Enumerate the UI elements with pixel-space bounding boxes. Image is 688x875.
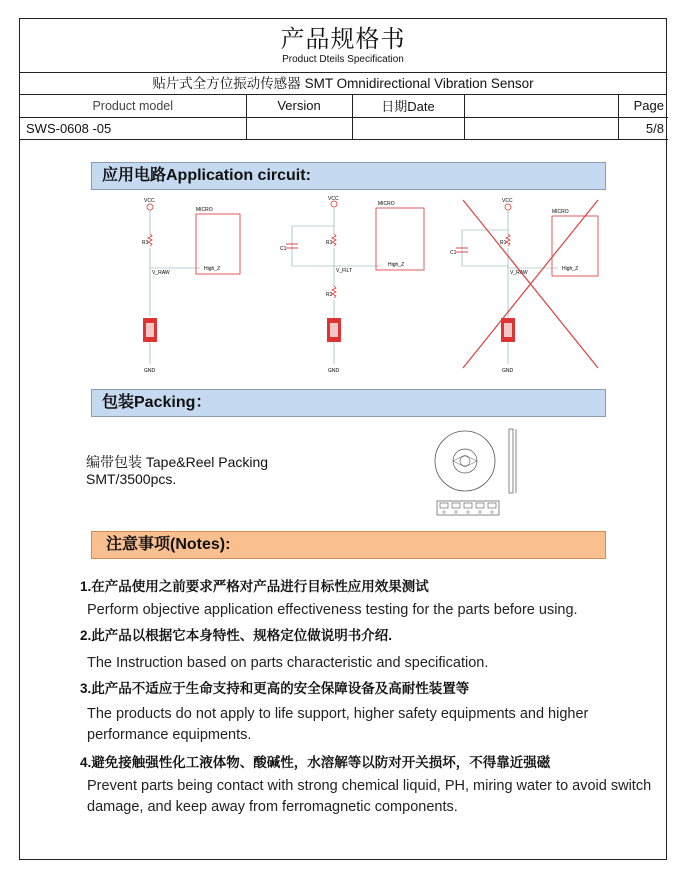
tape-reel-illustration: [425, 425, 525, 525]
resistor-icon: [332, 234, 336, 246]
circuit3-vcc-label: VCC: [502, 198, 513, 204]
circuit3-highz-label: High_Z: [562, 266, 579, 272]
vcc-terminal-icon: [147, 204, 153, 210]
product-model-value: SWS-0608 -05: [20, 117, 246, 139]
blank-label: [464, 95, 618, 117]
note-4-body: Prevent parts being contact with strong chemical liquid, PH, miring water to avoid switch damage, and keep away from ferromagnetic components.: [87, 778, 652, 815]
circuit3-vraw-label: V_RAW: [510, 270, 528, 276]
circuit3-r1-label: R1: [500, 240, 507, 246]
packing-description: [86, 454, 268, 488]
circuit3-c1-label: C1: [450, 250, 457, 256]
note-2-body: The Instruction based on parts characteristic and specification.: [87, 655, 489, 671]
circuit2-vfilt-label: V_FILT: [336, 268, 353, 274]
note-1-body: Perform objective application effectiveness testing for the parts before using.: [87, 602, 578, 618]
note-3-body: The products do not apply to life support, higher safety equipments and higher performance equipments.: [87, 706, 589, 743]
section-application-circuit: 应用电路Application circuit:: [91, 162, 606, 190]
product-model-label: Product model: [20, 95, 246, 117]
title-block: [20, 19, 666, 73]
meta-table: [20, 95, 668, 140]
note-1-heading: 1.在产品使用之前要求严格对产品进行目标性应用效果测试: [80, 579, 429, 594]
date-label: 日期Date: [352, 95, 464, 117]
packing-line-2: SMT/3500pcs.: [86, 471, 177, 487]
document-title: 产品规格书: [280, 25, 406, 53]
circuit1-highz-label: High_Z: [204, 266, 221, 272]
circuit3-micro-label: MICRO: [552, 209, 569, 215]
circuit2-vcc-label: VCC: [328, 196, 339, 202]
circuit3-gnd-label: GND: [502, 368, 514, 374]
circuit2-gnd-label: GND: [328, 368, 340, 374]
micro-block: [376, 208, 424, 270]
circuit1-vcc-label: VCC: [144, 198, 155, 204]
circuit-2: [280, 196, 424, 374]
circuit1-vraw-label: V_RAW: [152, 270, 170, 276]
note-4-heading: 4.避免接触强性化工液体物、酸碱性，水溶解等以防对开关损坏，不得靠近强磁: [80, 755, 551, 770]
page-value: 5/8: [618, 117, 668, 139]
resistor-icon: [332, 286, 336, 298]
page-label: Page: [618, 95, 668, 117]
note-3-heading: 3.此产品不适应于生命支持和更高的安全保障设备及高耐性装置等: [80, 681, 470, 696]
version-label: Version: [246, 95, 352, 117]
product-name: 贴片式全方位振动传感器 SMT Omnidirectional Vibration Sensor: [20, 73, 666, 95]
circuit2-micro-label: MICRO: [378, 201, 395, 207]
circuit-1: [142, 198, 240, 374]
vcc-terminal-icon: [505, 204, 511, 210]
circuit2-highz-label: High_Z: [388, 262, 405, 268]
circuit1-r1-label: R1: [142, 240, 149, 246]
document-title-english: Product Dteils Specification: [282, 54, 404, 65]
circuit2-r2-label: R2: [326, 292, 333, 298]
date-value: [352, 117, 464, 139]
reel-side-icon: [509, 429, 513, 493]
version-value: [246, 117, 352, 139]
circuit1-gnd-label: GND: [144, 368, 156, 374]
resistor-icon: [506, 234, 510, 246]
meta-header-row: [20, 95, 668, 117]
reel-icon: [435, 431, 495, 491]
circuit1-micro-label: MICRO: [196, 207, 213, 213]
notes-list: [80, 574, 660, 818]
circuit-3-not-recommended: [450, 198, 598, 374]
circuit2-c1-label: C1: [280, 246, 287, 252]
section-packing: 包装Packing：: [91, 389, 606, 417]
micro-block: [196, 214, 240, 274]
application-circuit-diagram: [88, 196, 608, 386]
circuit2-r1-label: R1: [326, 240, 333, 246]
packing-line-1: 编带包装 Tape&Reel Packing: [86, 454, 269, 470]
resistor-icon: [148, 234, 152, 246]
note-2-heading: 2.此产品以根据它本身特性、规格定位做说明书介绍.: [80, 628, 393, 643]
blank-value: [464, 117, 618, 139]
meta-value-row: [20, 117, 668, 139]
section-notes: 注意事项(Notes):: [91, 531, 606, 559]
